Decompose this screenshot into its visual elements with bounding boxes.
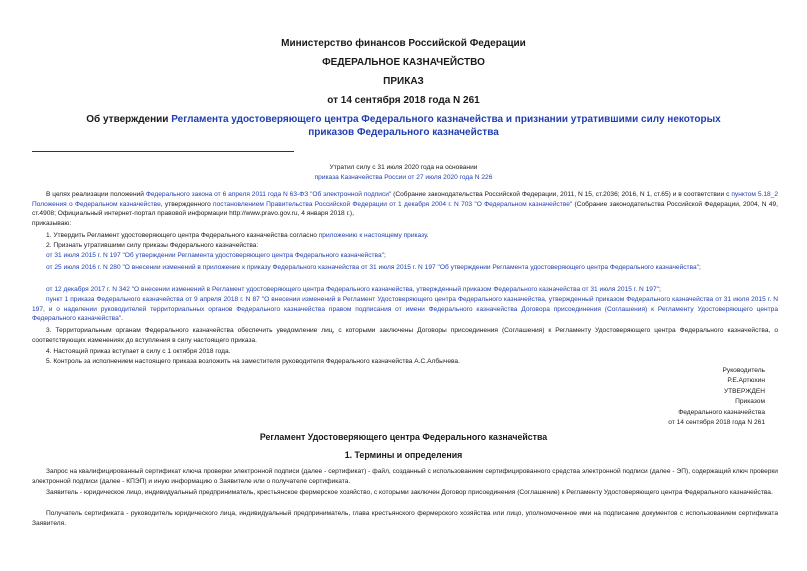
definition-request: Запрос на квалифицированный сертификат ключа проверки электронной подписи (далее - сертификат) - файл, созданный с использованием сертифицированного средства электронной подписи (далее - ЭП), содержащий ключ проверки электронной подписи (далее - КПЭП) и иную информацию о Заявителе или о получателе сертификата. — [32, 468, 778, 485]
item-text: . — [121, 315, 123, 323]
item-3: 3. Территориальным органам Федерального казначейства обеспечить уведомление лиц, с которыми заключены Договоры присоединения (Соглашения) к Регламенту Удостоверяющего центра Федерального казначейства, о соответствующих изменениях до вступления в силу настоящего приказа. — [32, 327, 778, 344]
status-note — [0, 163, 807, 182]
item-2b — [32, 263, 778, 273]
definition-applicant: Заявитель - юридическое лицо, индивидуальный предприниматель, крестьянское фермерское хозяйство, с которыми заключен Договор присоединения (Соглашение) к Регламенту Удостоверяющего центра Федерального казначейства. — [46, 489, 773, 496]
annex-title: Регламент Удостоверяющего центра Федерального казначейства — [259, 432, 548, 442]
preamble-text: (Собрание законодательства Российской Федерации, 2004, N 49, ст.4908; Официальный интернет-портал правовой информации http://www.pravo.gov.ru, 4 января 2018 г.), — [32, 200, 778, 218]
decree-word: приказываю: — [32, 220, 72, 227]
signer-role: Руководитель — [722, 367, 765, 374]
status-line: Утратил силу с 31 июля 2020 года на основании — [329, 164, 478, 171]
item-5: 5. Контроль за исполнением настоящего приказа возложить на заместителя руководителя Федерального казначейства А.С.Албычева. — [46, 358, 460, 365]
approved-by: Приказом — [735, 398, 765, 406]
item-text: ; — [658, 286, 661, 293]
annex-link[interactable]: приложению к настоящему приказу — [318, 232, 427, 239]
order-link[interactable]: от 31 июля 2015 г. N 197 "Об утверждении Регламента удостоверяющего центра Федерального казначейства" — [46, 252, 384, 259]
approved-label: УТВЕРЖДЕН — [723, 387, 765, 395]
preamble-text: , утвержденного — [160, 200, 214, 208]
item-text: ; — [384, 252, 386, 259]
order-link[interactable]: от 12 декабря 2017 г. N 342 "О внесении изменений в Регламент удостоверяющего центра Федерального казначейства, утвержденный приказом Федерального казначейства от 31 июля 2015 г. N 197" — [46, 286, 659, 293]
item-text: . — [426, 232, 429, 239]
item-2c — [32, 285, 778, 295]
item-2a — [32, 251, 778, 261]
divider — [32, 151, 294, 152]
document-title — [70, 114, 737, 139]
title-link[interactable]: Регламента удостоверяющего центра Федерального казначейства и признании утратившими силу некоторых приказов Федерального казначейства — [171, 114, 721, 138]
definition-recipient: Получатель сертификата - руководитель юридического лица, индивидуальный предприниматель, глава крестьянского фермерского хозяйства или лицо, уполномоченное ими на подписание документов с использованием сертификата Заявителя. — [32, 510, 778, 527]
status-link[interactable]: приказа Казначейства России от 27 июля 2020 года N 226 — [314, 173, 493, 181]
section-heading: 1. Термины и определения — [344, 450, 463, 460]
title-prefix: Об утверждении — [86, 114, 172, 125]
order-link[interactable]: пункт 1 приказа Федерального казначейства от 9 апреля 2018 г. N 87 "О внесении изменений в Регламент Удостоверяющего центра Федерального казначейства, утвержденный приказом Федерального казначейства от 31 июля 2015 г. N 197, и о наделении руководителей территориальных органов Федерального казначейства правом подписания от имени Федерального казначейства Договора присоединения (Соглашения) к Регламенту Удостоверяющего центра Федерального казначейства" — [32, 296, 778, 323]
regulation-link[interactable]: пунктом 5.18_2 Положения о Федеральном казначействе — [32, 191, 778, 208]
preamble-text: В целях реализации положений — [46, 191, 146, 198]
agency-heading: ФЕДЕРАЛЬНОЕ КАЗНАЧЕЙСТВО — [322, 57, 485, 68]
document-date-number: от 14 сентября 2018 года N 261 — [327, 95, 480, 106]
item-4: 4. Настоящий приказ вступает в силу с 1 октября 2018 года. — [46, 348, 231, 355]
item-text: 1. Утвердить Регламент удостоверяющего центра Федерального казначейства согласно — [46, 232, 319, 239]
approved-agency: Федерального казначейства — [678, 408, 765, 416]
item-1 — [32, 231, 778, 241]
signature-block — [565, 366, 765, 428]
order-link[interactable]: от 25 июля 2016 г. N 280 "О внесении изменений в приложение к приказу Федерального казначейства от 31 июля 2015 г. N 197 "Об утверждении Регламента удостоверяющего центра Федерального казначейства" — [46, 264, 700, 271]
ministry-heading: Министерство финансов Российской Федерации — [281, 38, 526, 49]
item-2: 2. Признать утратившими силу приказы Федерального казначейства: — [46, 242, 259, 249]
resolution-link[interactable]: постановлением Правительства Российской Федерации от 1 декабря 2004 г. N 703 "О Федеральном казначействе" — [213, 200, 573, 208]
preamble-text: (Собрание законодательства Российской Федерации, 2011, N 15, ст.2036; 2016, N 1, ст.65) и в соответствии с — [391, 191, 732, 198]
item-text: ; — [699, 264, 701, 271]
law-link[interactable]: Федерального закона от 6 апреля 2011 года N 63-ФЗ "Об электронной подписи" — [145, 191, 392, 198]
item-2d — [32, 295, 778, 324]
signer-name: Р.Е.Артюхин — [727, 377, 765, 385]
document-type: ПРИКАЗ — [383, 76, 424, 87]
approved-date: от 14 сентября 2018 года N 261 — [668, 419, 765, 427]
preamble — [32, 190, 778, 219]
